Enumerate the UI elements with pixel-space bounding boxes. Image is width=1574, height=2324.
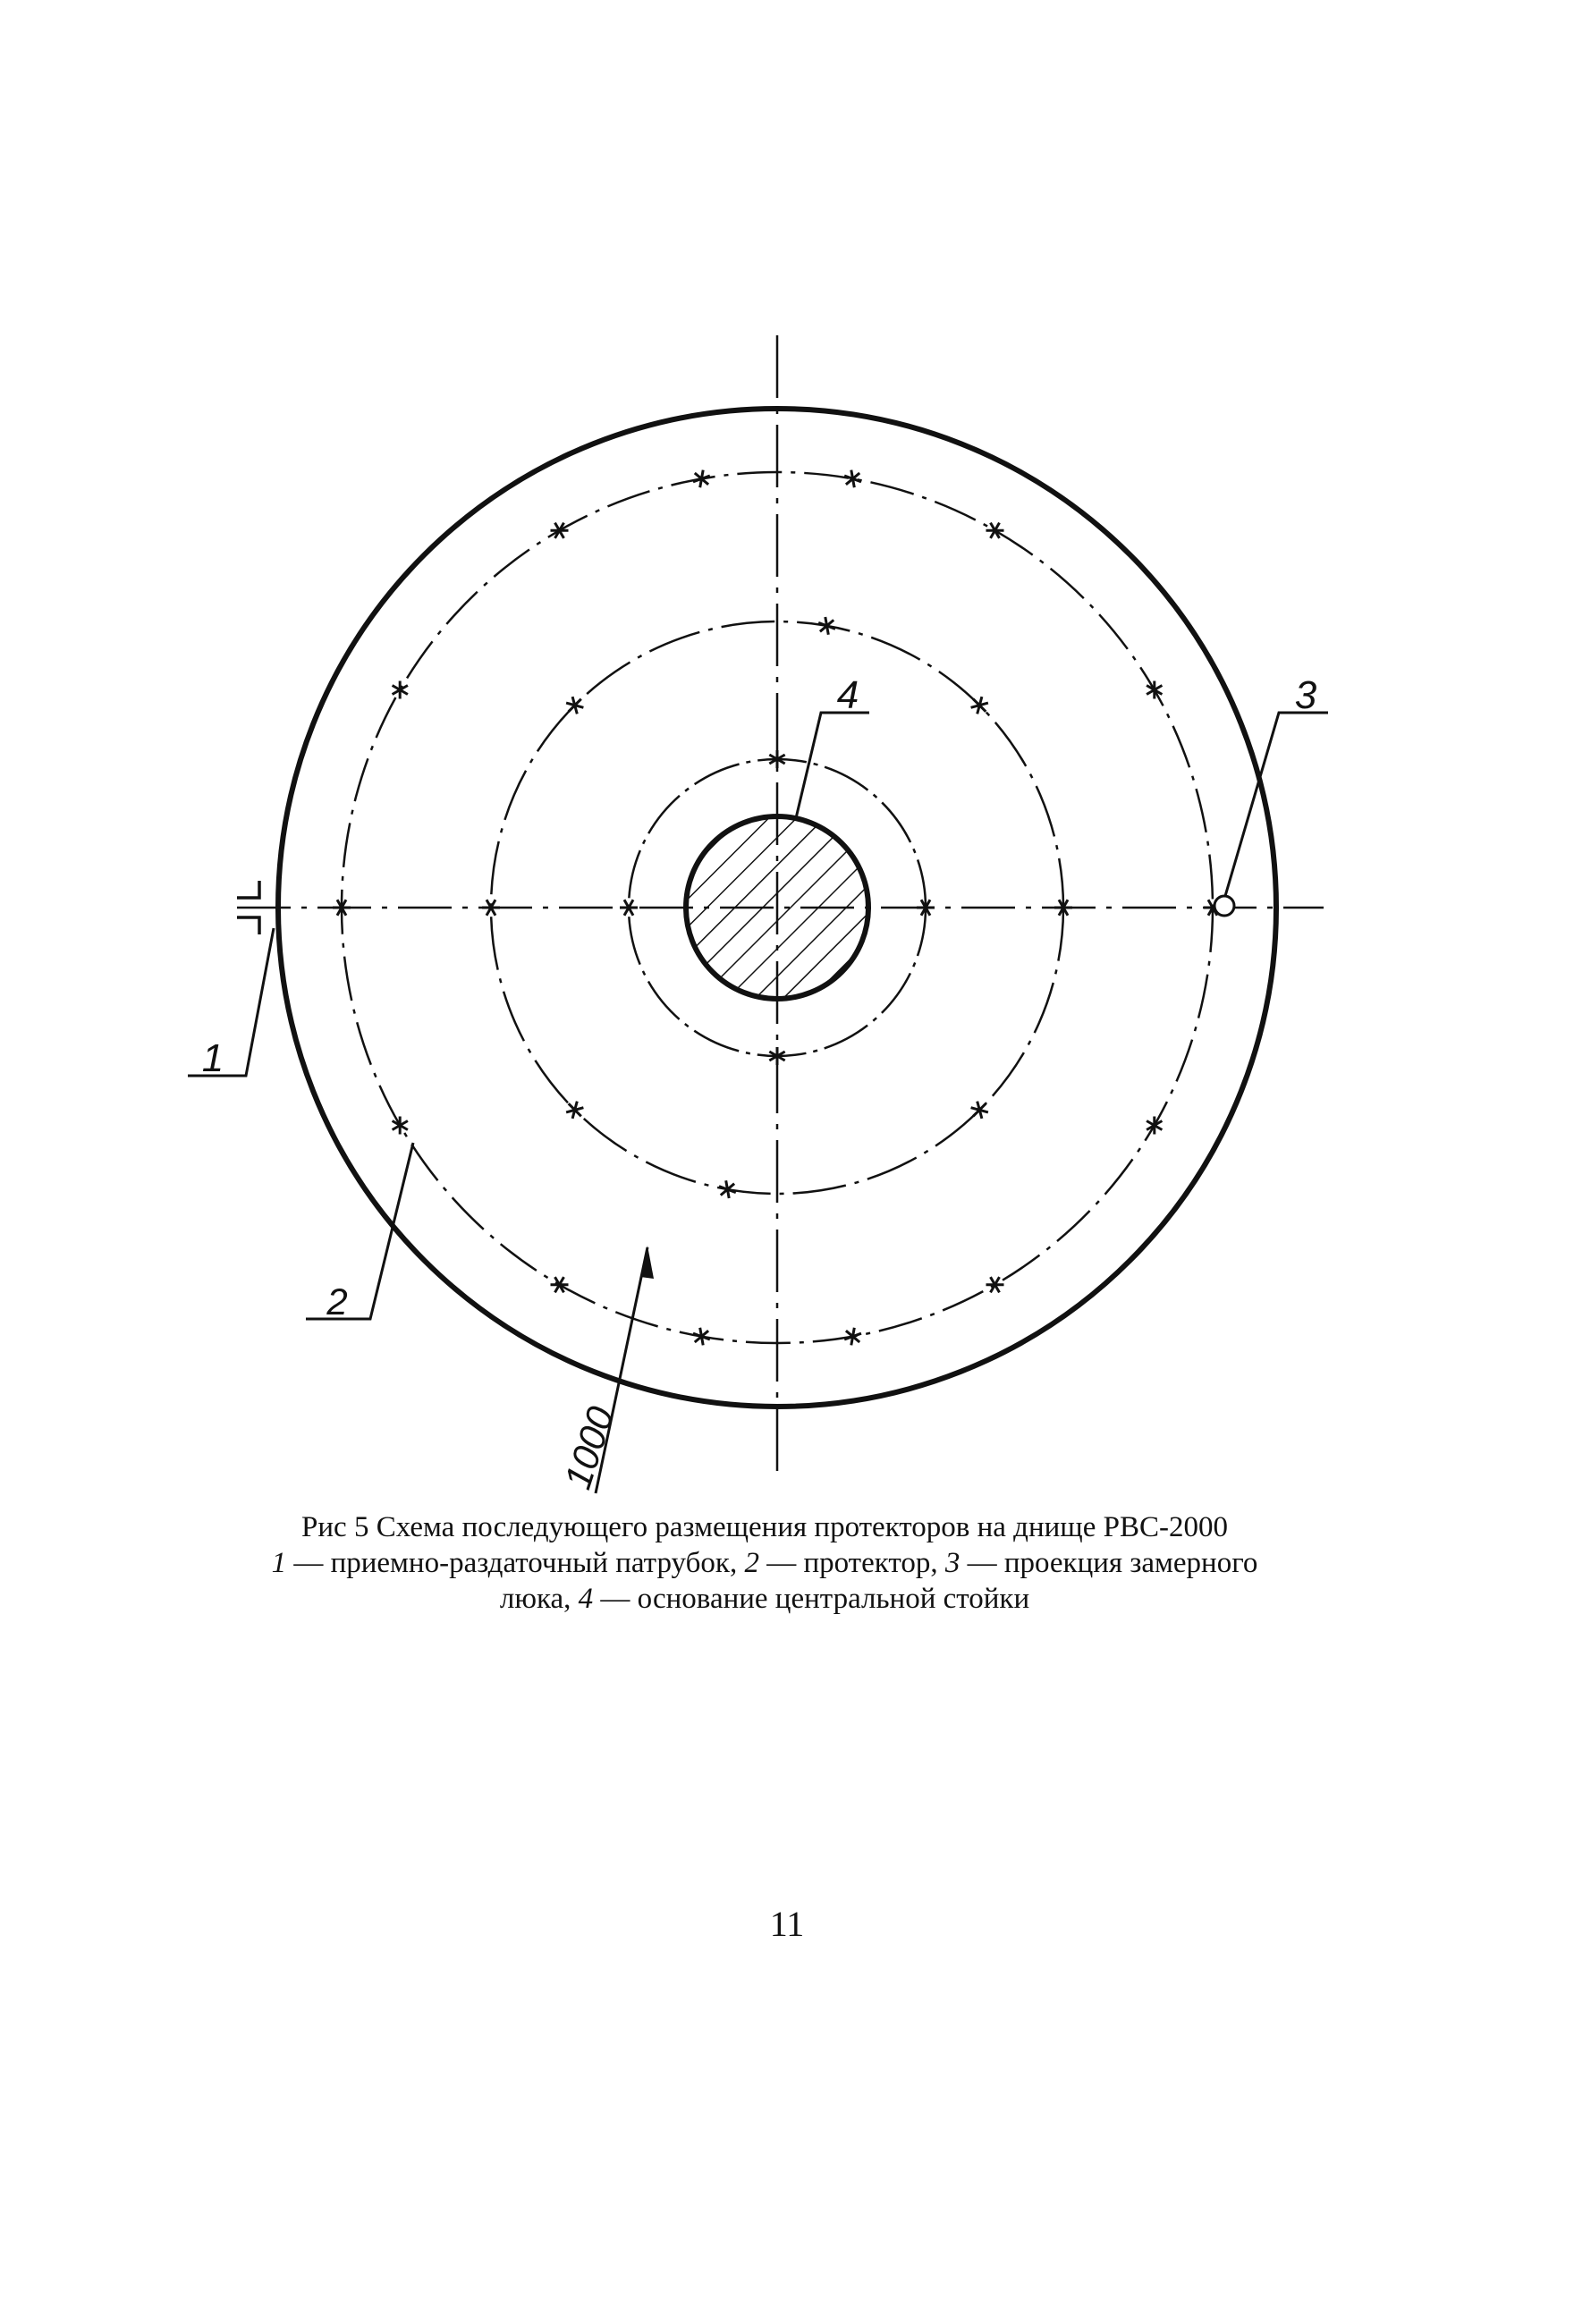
caption-text-2: — протектор, (758, 1547, 945, 1579)
caption-line-1: Рис 5 Схема последующего размещения протекторов на днище РВС-2000 (301, 1511, 1228, 1543)
caption-line-2 (152, 1545, 1377, 1581)
protector-marker (566, 1102, 583, 1119)
caption-num-3: 3 (944, 1547, 960, 1579)
protector-marker (566, 697, 583, 714)
protector-marker (971, 1102, 988, 1119)
protector-marker (1147, 681, 1162, 699)
caption-num-2: 2 (744, 1547, 759, 1579)
figure-caption (152, 1509, 1377, 1617)
central-stand-base (680, 810, 876, 1007)
caption-text-4: — основание центральной стойки (593, 1583, 1030, 1615)
protector-marker (482, 900, 500, 915)
page-number: 11 (769, 1904, 805, 1944)
protector-marker (551, 523, 569, 538)
label-protector: 2 (326, 1280, 348, 1323)
caption-num-1: 1 (271, 1547, 287, 1579)
caption-text-3: — проекция замерного (960, 1547, 1258, 1579)
caption-line-3 (152, 1581, 1377, 1617)
caption-text-1: — приемно-раздаточный патрубок, (286, 1547, 745, 1579)
protector-marker (1147, 1117, 1162, 1135)
caption-num-4: 4 (578, 1583, 594, 1615)
caption-text-0: люка, (499, 1583, 579, 1615)
protector-marker (986, 1277, 1004, 1292)
protector-marker (986, 523, 1004, 538)
label-stand: 4 (836, 673, 859, 717)
leader-line-4 (796, 713, 869, 818)
label-hatch: 3 (1294, 673, 1317, 717)
protector-marker (393, 681, 408, 699)
label-pipe: 1 (201, 1036, 224, 1080)
label-dimension: 1000 (555, 1401, 622, 1494)
dimension-arrowhead (640, 1246, 654, 1279)
protector-marker (551, 1277, 569, 1292)
protector-marker (620, 900, 638, 915)
measuring-hatch-marker (1214, 896, 1234, 916)
leader-line-1 (188, 928, 274, 1076)
protector-marker (393, 1117, 408, 1135)
protector-marker (971, 697, 988, 714)
